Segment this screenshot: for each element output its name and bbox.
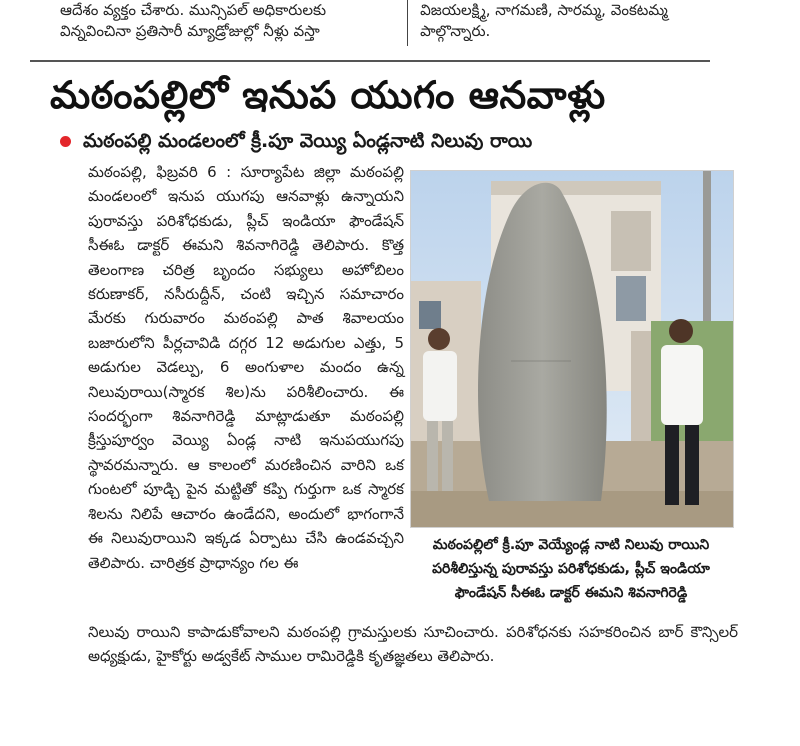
subheadline-text: మఠంపల్లి మండలంలో క్రీ.పూ వెయ్యి ఏండ్లనాటి నిలువు రాయి [83, 130, 533, 152]
previous-article-fragment [60, 0, 740, 52]
red-bullet-icon [60, 136, 71, 147]
article-photo [410, 170, 734, 528]
article-body-column: మఠంపల్లి, ఫిబ్రవరి 6 : సూర్యాపేట జిల్లా మఠంపల్లి మండలంలో ఇనుప యుగపు ఆనవాళ్లు ఉన్నాయని పురావస్తు పరిశోధకుడు, ప్లీచ్ ఇండియా ఫౌండేషన్ సీఈఓ డాక్టర్ ఈమని శివనాగిరెడ్డి తెలిపారు. కొత్త తెలంగాణ చరిత్ర బృందం సభ్యులు అహోబిలం కరుణాకర్, నసీరుద్దీన్, చంటి ఇచ్చిన సమాచారం మేరకు గురువారం మఠంపల్లి పాత శివాలయం బజారులోని పీర్లచావిడి దగ్గర 12 అడుగుల ఎత్తు, 5 అడుగుల వెడల్పు, 6 అంగుళాల మందం ఉన్న నిలువురాయి(స్మారక శిల)ను పరిశీలించారు. ఈ సందర్భంగా శివనాగిరెడ్డి మాట్లాడుతూ మఠంపల్లి క్రీస్తుపూర్వం వెయ్యి ఏండ్ల నాటి ఇనుపయుగపు స్థావరమన్నారు. ఆ కాలంలో మరణించిన వారిని ఒక గుంటలో పూడ్చి పైన మట్టితో కప్పి గుర్తుగా ఒక స్మారక శిలను నిలిపే ఆచారం ఉండేదని, అందులో భాగంగానే ఈ నిలువురాయిని ఇక్కడ ఏర్పాటు చేసి ఉండవచ్చని తెలిపారు. చారిత్రక ప్రాధాన్యం గల ఈ [88, 163, 404, 572]
fragment-left-column: ఆదేశం వ్యక్తం చేశారు. మున్సిపల్ అధికారులకు విన్నవించినా ప్రతిసారీ మ్యాడ్రోజుల్లో నీళ్లు వస్తా [60, 0, 408, 46]
article-headline: మఠంపల్లిలో ఇనుప యుగం ఆనవాళ్లు [50, 73, 606, 117]
article-subheadline [60, 128, 760, 154]
memorial-stone-photo [411, 171, 733, 527]
section-divider [30, 60, 710, 62]
photo-caption: మఠంపల్లిలో క్రీ.పూ వెయ్యేండ్ల నాటి నిలువు రాయిని పరిశీలిస్తున్న పురావస్తు పరిశోధకుడు, ప్లీచ్ ఇండియా ఫౌండేషన్ సీఈఓ డాక్టర్ ఈమని శివనాగిరెడ్డి [432, 537, 710, 601]
fragment-right-column: విజయలక్ష్మి, నాగమణి, సారమ్మ, వెంకటమ్మ పాల్గొన్నారు. [420, 1, 668, 40]
article-body-bottom: నిలువు రాయిని కాపాడుకోవాలని మఠంపల్లి గ్రామస్తులకు సూచించారు. పరిశోధనకు సహకరించిన బార్ కౌన్సిలర్ అధ్యక్షుడు, హైకోర్టు అడ్వకేట్ సాముల రామిరెడ్డికి కృతజ్ఞతలు తెలిపారు. [88, 623, 738, 665]
